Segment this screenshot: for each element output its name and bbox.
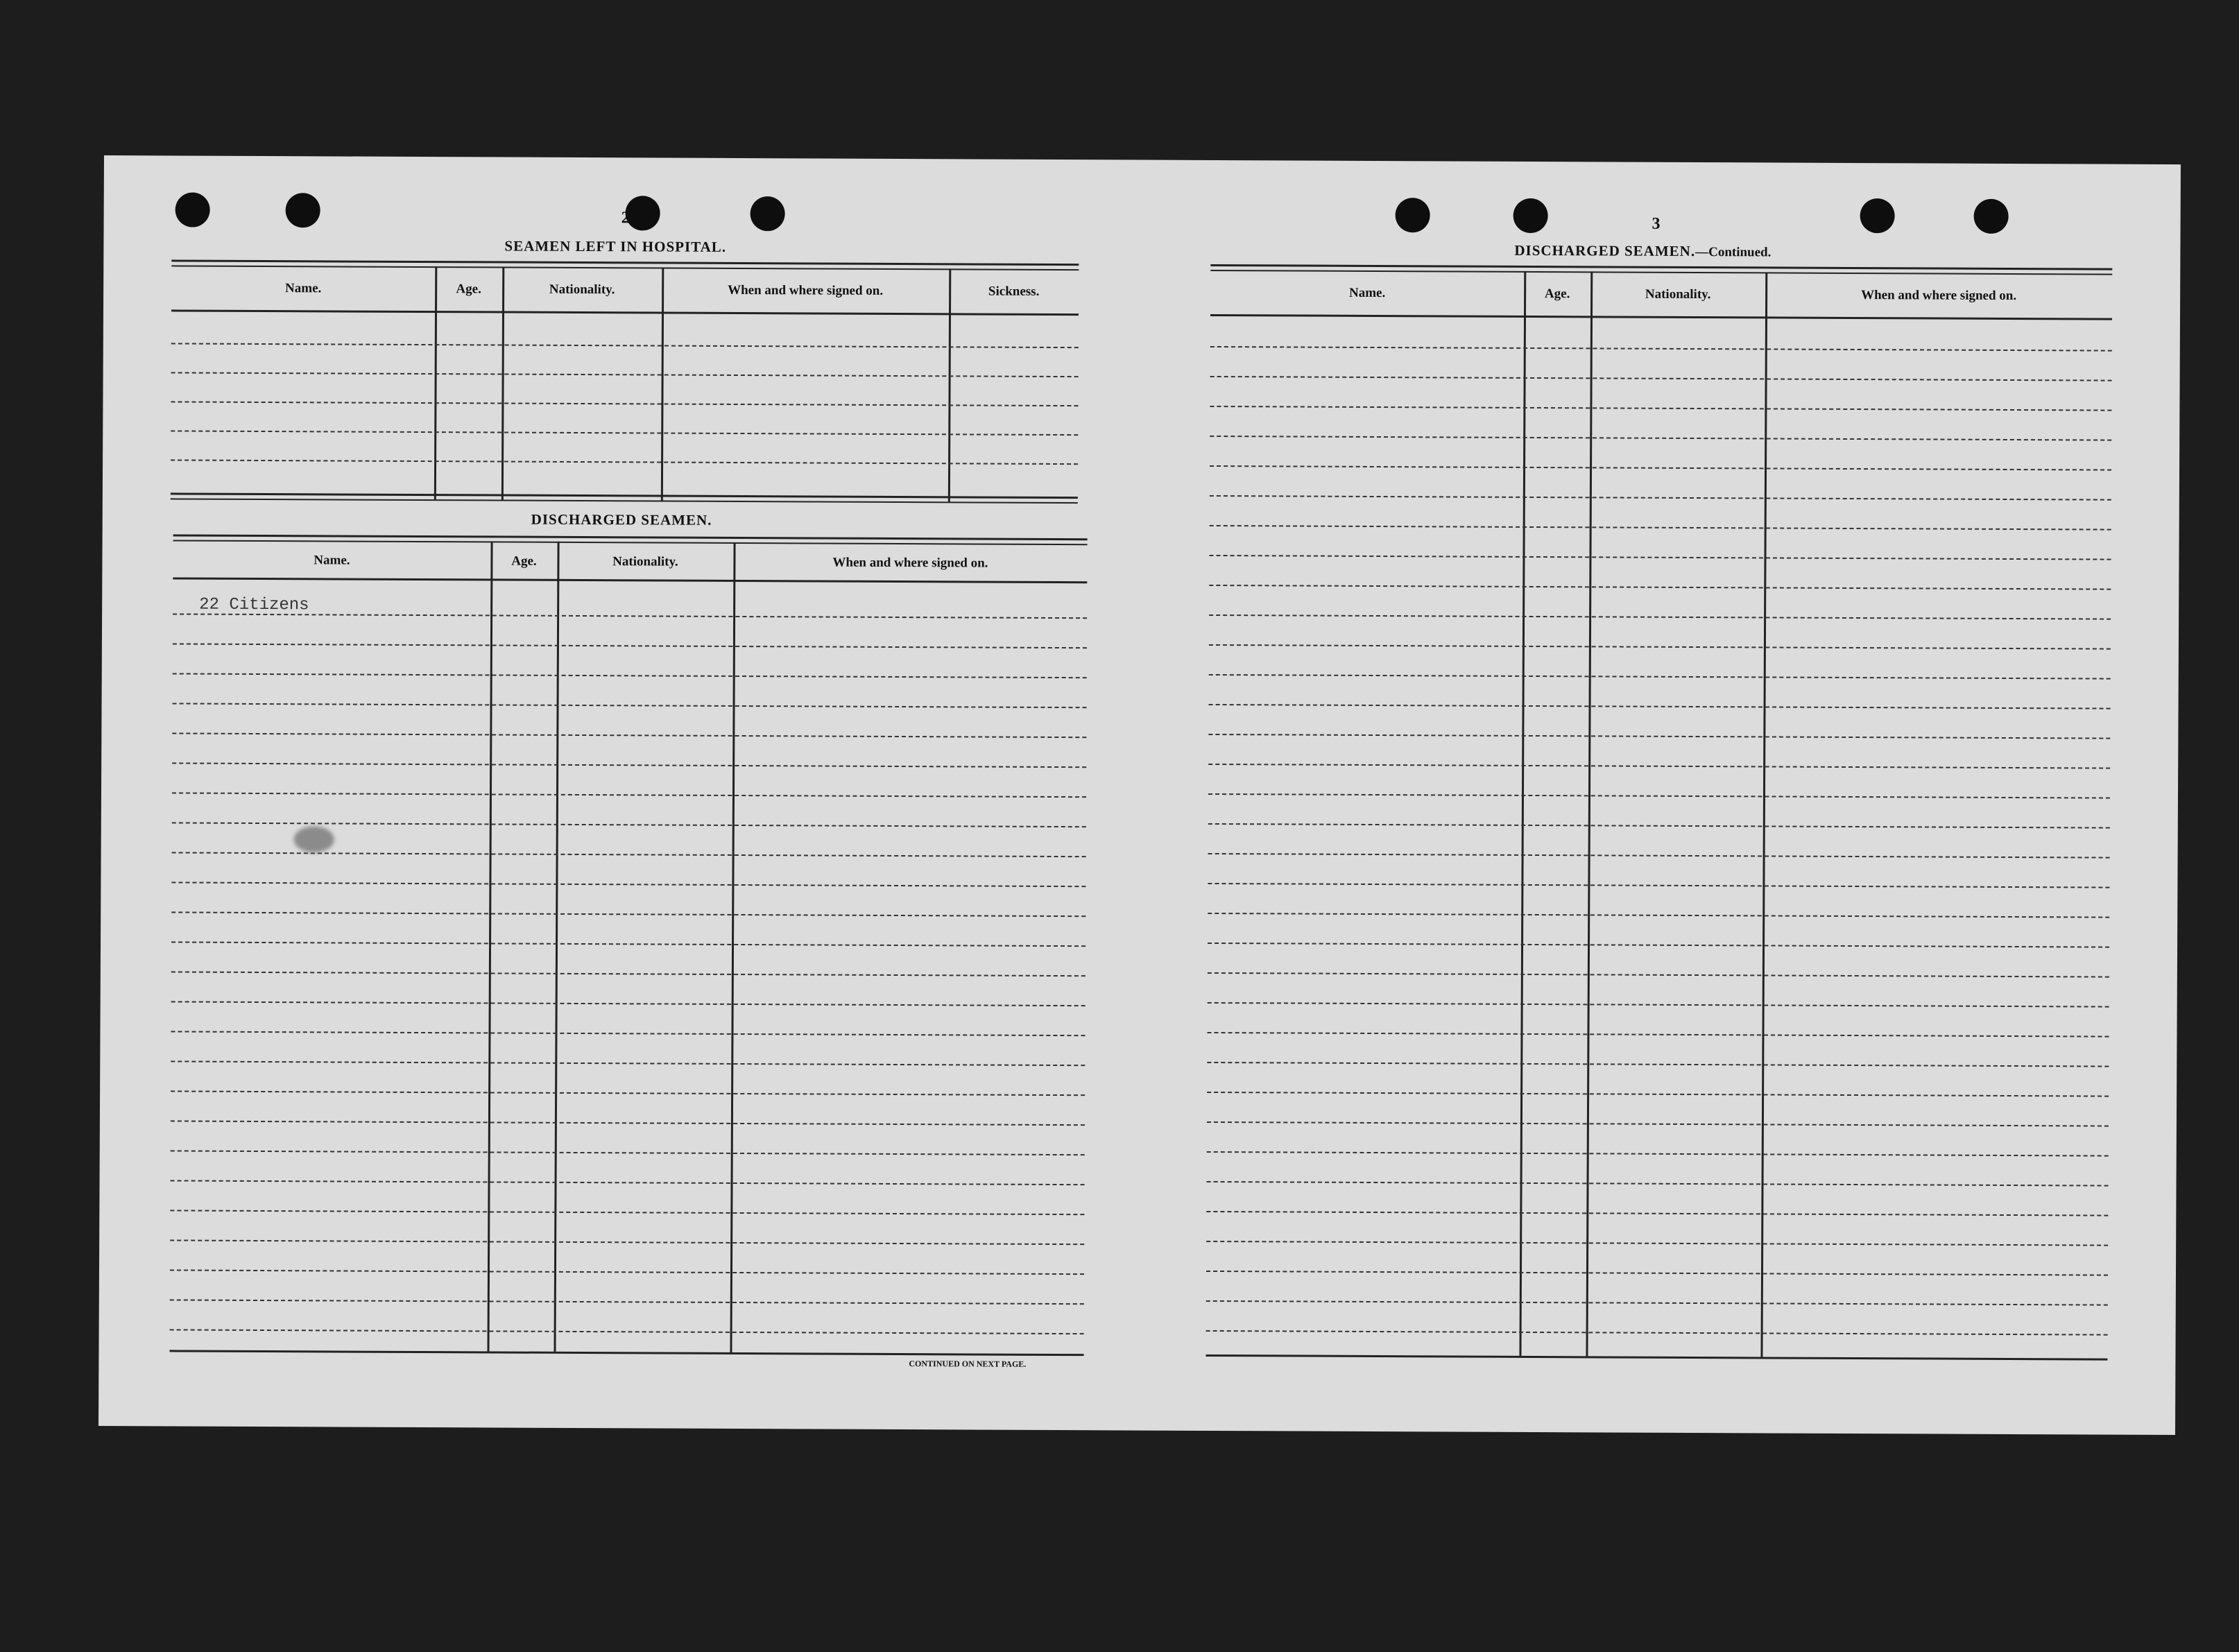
table-row (1207, 1032, 2109, 1038)
punch-hole (750, 196, 785, 231)
table-row (1207, 1181, 2109, 1187)
page-number-right: 3 (1652, 214, 1661, 233)
punch-hole (1396, 198, 1430, 232)
table-row (1206, 1330, 2108, 1336)
table-row (172, 852, 1086, 857)
col-header-name: Name. (1348, 285, 1386, 301)
continued-footer: CONTINUED ON NEXT PAGE. (909, 1359, 1027, 1369)
table-row (1209, 704, 2111, 709)
table-row (171, 1060, 1085, 1066)
col-header-signed-on: When and where signed on. (728, 282, 884, 298)
punch-hole (1513, 198, 1548, 233)
hospital-table (171, 259, 1079, 504)
title-suffix: —Continued. (1695, 245, 1772, 260)
punch-hole (1860, 198, 1895, 233)
table-row (171, 1031, 1085, 1036)
table-row (1209, 644, 2111, 650)
table-row (1207, 1062, 2109, 1067)
table-row (1208, 1002, 2109, 1008)
discharged-table-right (1206, 264, 2112, 1366)
table-row (170, 1299, 1084, 1305)
handwritten-entry: 22 Citizens (199, 595, 309, 615)
table-row (171, 401, 1078, 406)
table-row (1209, 555, 2111, 560)
table-row (173, 643, 1087, 648)
table-row (1210, 525, 2111, 531)
col-header-signed-on: When and where signed on. (1861, 288, 2017, 304)
table-row (170, 1329, 1084, 1334)
table-row (171, 1180, 1085, 1185)
table-row (1209, 585, 2111, 590)
table-row (171, 372, 1079, 377)
table-row (173, 613, 1087, 619)
table-row (1208, 913, 2109, 918)
table-row (171, 1150, 1085, 1155)
table-row (171, 1001, 1086, 1006)
col-header-nationality: Nationality. (612, 554, 678, 569)
table-row (1206, 1211, 2108, 1216)
page-number-left: 2 (621, 209, 630, 227)
table-row (173, 673, 1087, 678)
table-row (1208, 853, 2110, 859)
table-row (1209, 674, 2111, 680)
table-row (1206, 1241, 2108, 1246)
table-row (172, 762, 1086, 768)
col-header-signed-on: When and where signed on. (832, 555, 988, 571)
table-row (1208, 734, 2110, 739)
document-sheet (98, 155, 2181, 1435)
col-header-nationality: Nationality. (1645, 286, 1711, 302)
table-row (171, 911, 1086, 917)
table-row (1210, 406, 2111, 411)
table-row (1208, 764, 2110, 769)
table-row (1210, 436, 2111, 441)
table-row (1210, 465, 2111, 471)
table-row (1209, 614, 2111, 620)
punch-hole (286, 193, 320, 227)
col-header-age: Age. (511, 553, 537, 569)
table-row (1206, 1271, 2108, 1276)
table-row (171, 941, 1086, 947)
table-row (170, 1239, 1084, 1245)
col-header-name: Name. (314, 553, 350, 568)
table-row (1210, 376, 2112, 381)
table-row (1207, 1092, 2109, 1097)
table-row (171, 459, 1078, 465)
table-row (172, 792, 1086, 798)
table-row (170, 1210, 1084, 1215)
discharged-continued-title (1514, 242, 1771, 261)
table-row (1210, 495, 2111, 501)
table-row (171, 971, 1086, 976)
table-row (170, 1269, 1084, 1275)
col-header-age: Age. (456, 282, 481, 297)
hospital-section-title: SEAMEN LEFT IN HOSPITAL. (504, 237, 727, 255)
table-row (1208, 883, 2109, 888)
punch-hole (1974, 199, 2009, 234)
table-row (171, 1120, 1085, 1126)
title-text: DISCHARGED SEAMEN. (1514, 241, 1696, 260)
col-header-sickness: Sickness. (988, 284, 1040, 299)
table-row (172, 732, 1086, 738)
punch-hole (175, 192, 210, 227)
table-row (1208, 823, 2110, 829)
table-row (171, 1090, 1085, 1096)
table-row (1208, 793, 2110, 799)
table-row (1207, 1121, 2109, 1127)
discharged-table-left (169, 534, 1087, 1361)
col-header-age: Age. (1544, 286, 1570, 302)
table-row (171, 881, 1086, 887)
table-row (173, 703, 1087, 708)
table-row (171, 430, 1078, 436)
col-header-nationality: Nationality. (549, 282, 615, 298)
table-row (1208, 943, 2109, 948)
table-row (1208, 972, 2109, 978)
ink-smudge (294, 826, 334, 852)
table-row (171, 343, 1079, 348)
table-row (1207, 1151, 2109, 1157)
discharged-section-title: DISCHARGED SEAMEN. (531, 510, 712, 528)
table-row (1210, 346, 2112, 352)
punch-hole (626, 196, 660, 230)
table-row (1206, 1300, 2108, 1306)
col-header-name: Name. (284, 281, 322, 296)
